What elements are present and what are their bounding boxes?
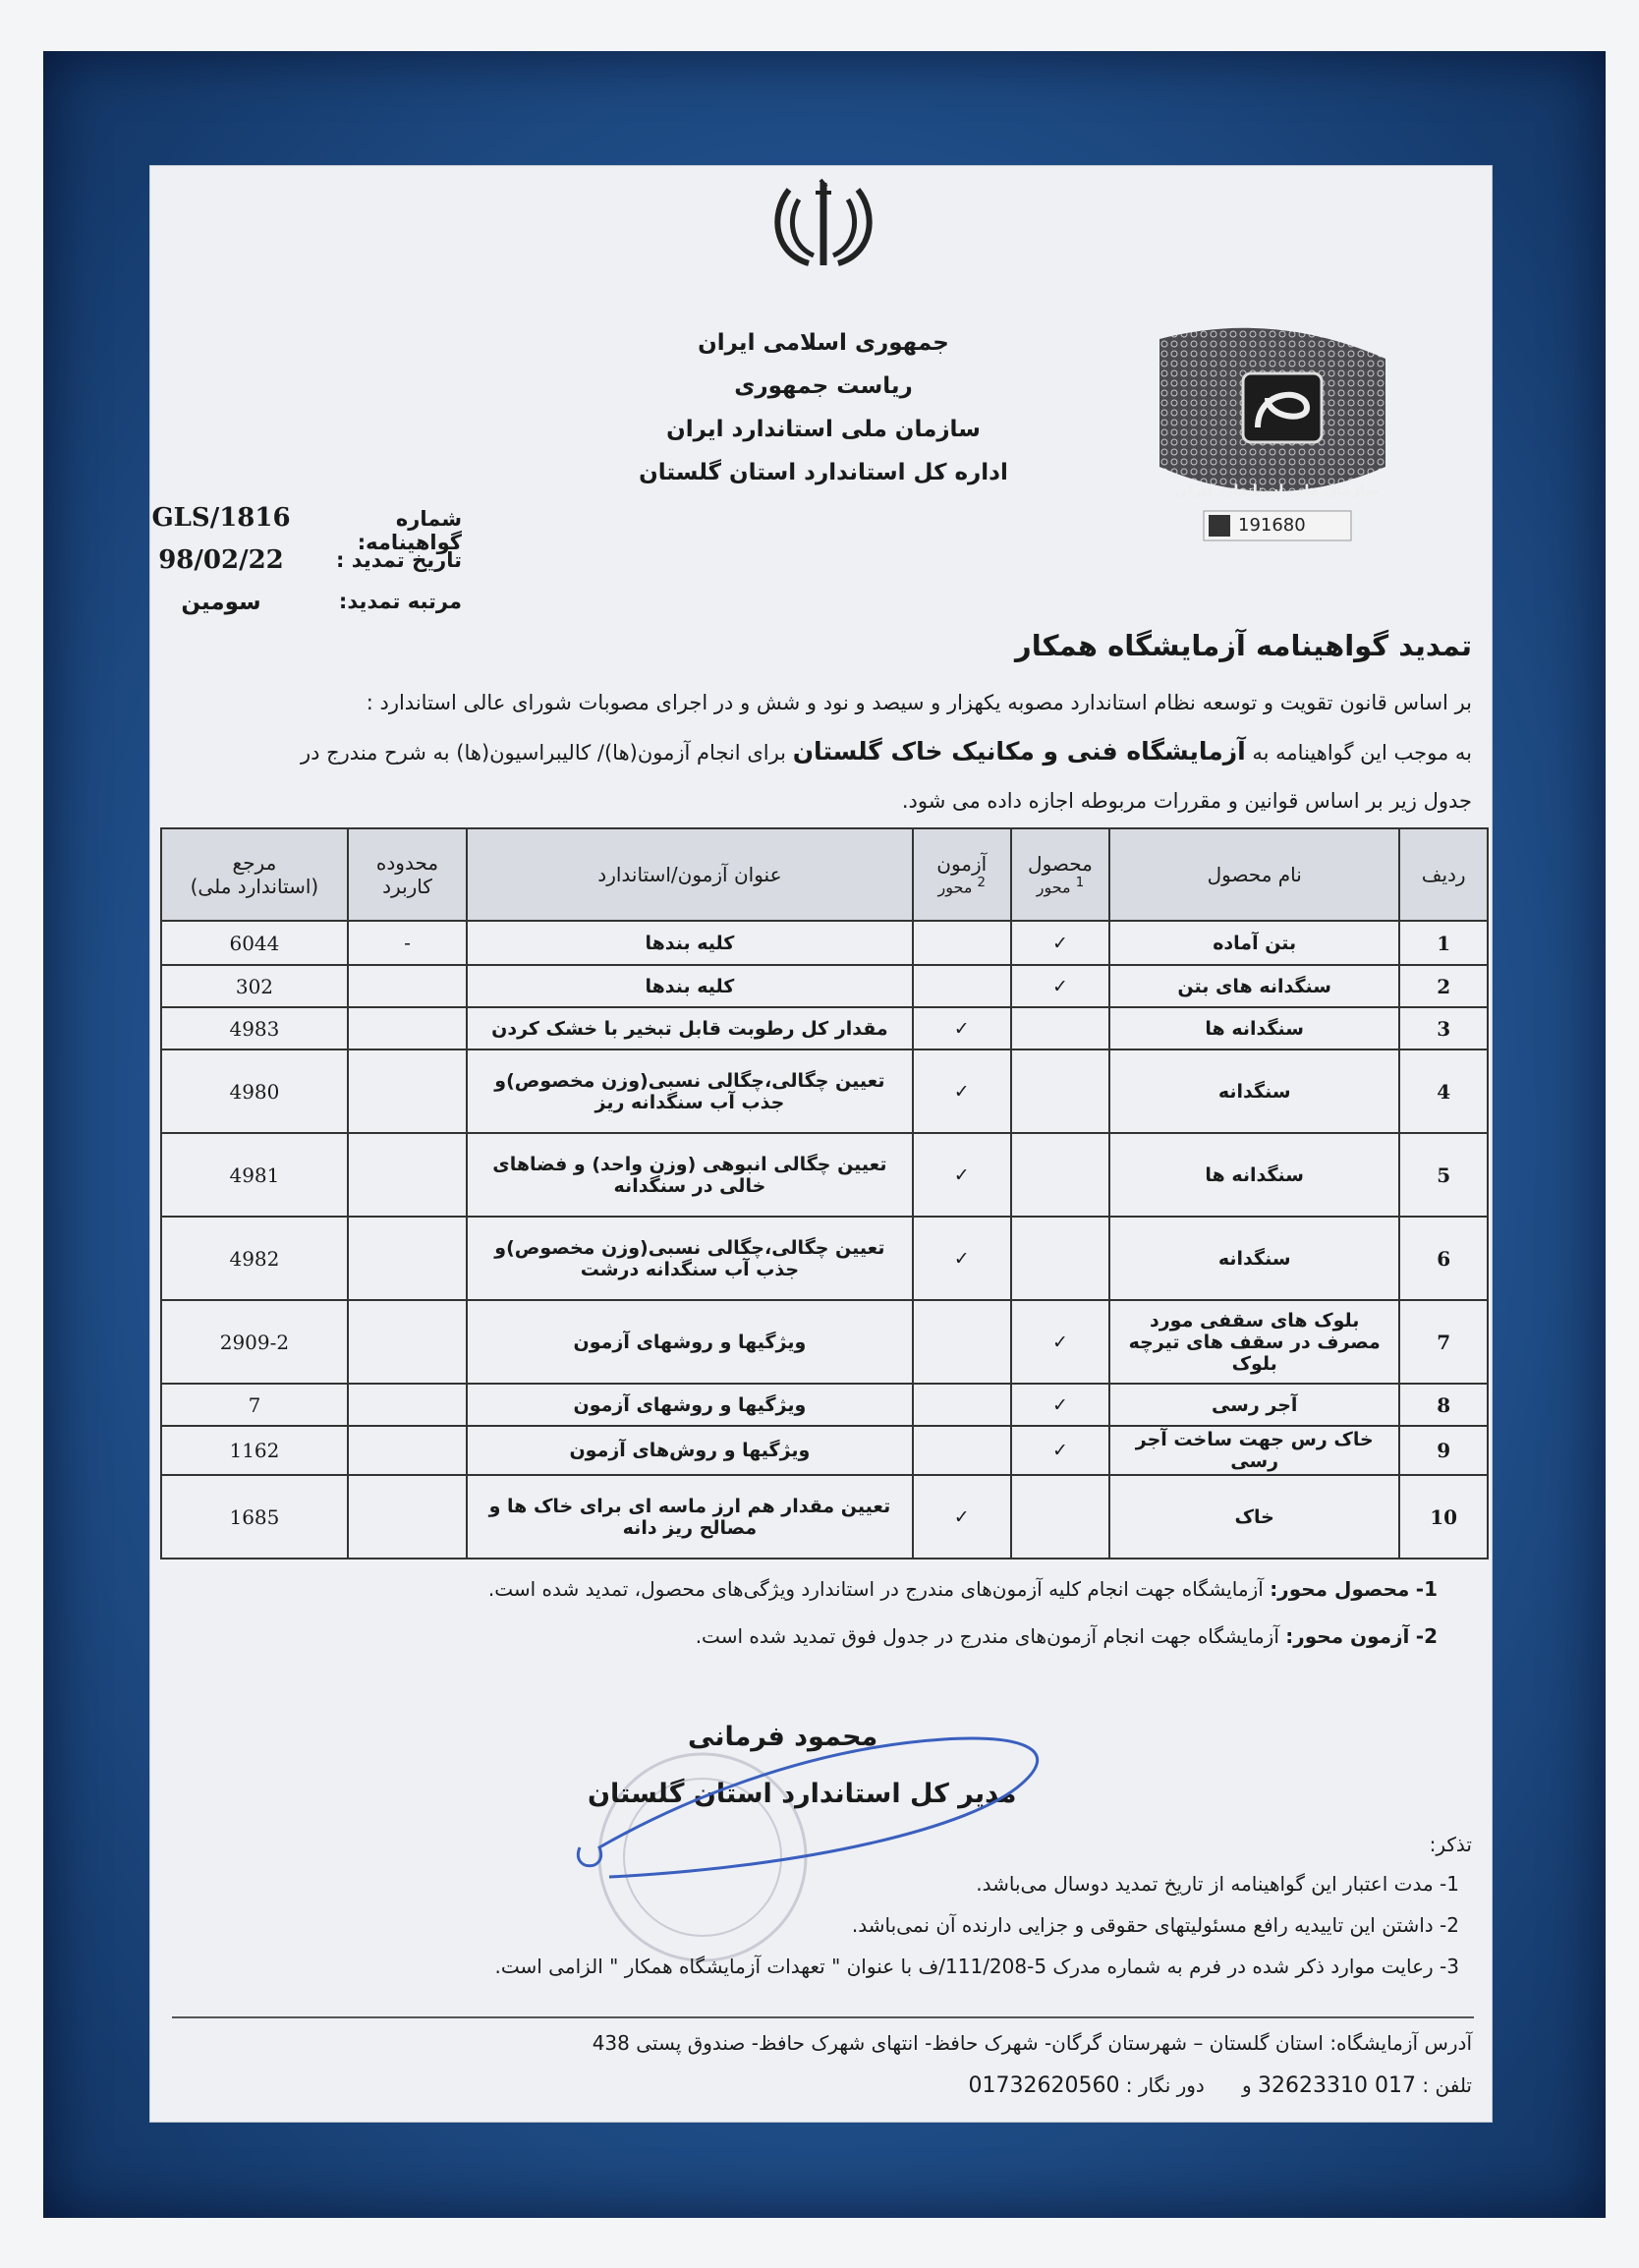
footnote-2 bbox=[696, 1624, 1438, 1648]
reference: 6044 bbox=[161, 921, 348, 965]
seal-caption: سازمان ملی استاندارد ایران bbox=[1174, 482, 1381, 499]
seal-number: 191680 bbox=[1238, 515, 1306, 536]
header-test-axis-line1: آزمون bbox=[936, 852, 988, 877]
test-axis-check: ✓ bbox=[913, 1217, 1011, 1300]
reference: 7 bbox=[161, 1384, 348, 1426]
header-reference-line2: (استاندارد ملی) bbox=[190, 875, 319, 898]
product-name: سنگدانه bbox=[1109, 1049, 1399, 1133]
header-line-3: سازمان ملی استاندارد ایران bbox=[666, 417, 981, 442]
scope bbox=[348, 965, 467, 1007]
header-line-2: ریاست جمهوری bbox=[734, 373, 913, 399]
reminder-item-2: 2- داشتن این تاییدیه رافع مسئولیتهای حقوقی و جزایی دارنده آن نمی‌باشد. bbox=[851, 1913, 1459, 1937]
reference: 4980 bbox=[161, 1049, 348, 1133]
test-axis-check bbox=[913, 965, 1011, 1007]
phone-number: 017 32623310 bbox=[1258, 2073, 1417, 2098]
header-product-axis-line1: محصول bbox=[1028, 852, 1093, 877]
reference: 1685 bbox=[161, 1475, 348, 1559]
test-scope-table bbox=[160, 827, 1489, 1559]
reference: 4983 bbox=[161, 1007, 348, 1049]
table-row bbox=[161, 1426, 1488, 1475]
fax-number: 01732620560 bbox=[968, 2073, 1120, 2098]
table-header-row bbox=[161, 828, 1488, 921]
product-axis-check: ✓ bbox=[1011, 1300, 1109, 1384]
footnote-1 bbox=[488, 1577, 1438, 1601]
test-axis-check bbox=[913, 1300, 1011, 1384]
table-row bbox=[161, 1007, 1488, 1049]
handwritten-signature bbox=[550, 1690, 1061, 1887]
product-axis-check bbox=[1011, 1007, 1109, 1049]
cert-number-value: GLS/1816 bbox=[151, 503, 291, 533]
header-test-title: عنوان آزمون/استاندارد bbox=[467, 828, 913, 921]
product-name: سنگدانه bbox=[1109, 1217, 1399, 1300]
table-row bbox=[161, 1300, 1488, 1384]
product-axis-check bbox=[1011, 1049, 1109, 1133]
header-scope-line1: محدوده bbox=[375, 851, 439, 875]
reference: 4982 bbox=[161, 1217, 348, 1300]
table-row bbox=[161, 921, 1488, 965]
scope bbox=[348, 1133, 467, 1217]
signatory-title: مدیر کل استاندارد استان گلستان bbox=[588, 1779, 1017, 1809]
scope bbox=[348, 1300, 467, 1384]
product-name: خاک bbox=[1109, 1475, 1399, 1559]
row-number: 5 bbox=[1399, 1133, 1488, 1217]
row-number: 9 bbox=[1399, 1426, 1488, 1475]
product-name: سنگدانه های بتن bbox=[1109, 965, 1399, 1007]
footer-divider bbox=[172, 2016, 1474, 2018]
product-axis-check: ✓ bbox=[1011, 921, 1109, 965]
test-axis-check bbox=[913, 1384, 1011, 1426]
document-title: تمدید گواهینامه آزمایشگاه همکار bbox=[1015, 629, 1472, 662]
product-name: آجر رسی bbox=[1109, 1384, 1399, 1426]
intro-line-2 bbox=[165, 737, 1472, 767]
test-title: ویژگیها و روشهای آزمون bbox=[467, 1384, 913, 1426]
reminder-label: تذکر: bbox=[1429, 1833, 1472, 1856]
scope bbox=[348, 1475, 467, 1559]
intro-line-3: جدول زیر بر اساس قوانین و مقررات مربوطه اجازه داده می شود. bbox=[901, 789, 1472, 813]
lab-name: آزمایشگاه فنی و مکانیک خاک گلستان bbox=[792, 737, 1246, 765]
product-axis-check: ✓ bbox=[1011, 1384, 1109, 1426]
reference: 302 bbox=[161, 965, 348, 1007]
scope bbox=[348, 1217, 467, 1300]
footnote-1-text: آزمایشگاه جهت انجام کلیه آزمون‌های مندرج در استاندارد ویژگی‌های محصول، تمدید شده است. bbox=[487, 1577, 1264, 1601]
reference: 4981 bbox=[161, 1133, 348, 1217]
standard-hologram-seal bbox=[1150, 319, 1395, 545]
test-title: کلیه بندها bbox=[467, 921, 913, 965]
test-title: مقدار کل رطوبت قابل تبخیر با خشک کردن bbox=[467, 1007, 913, 1049]
renewal-date-value: 98/02/22 bbox=[158, 545, 284, 575]
product-axis-check bbox=[1011, 1217, 1109, 1300]
header-scope bbox=[348, 828, 467, 921]
header-product-axis-line2: محور bbox=[1036, 878, 1071, 897]
standard-logo-icon bbox=[1150, 319, 1395, 545]
test-axis-check bbox=[913, 921, 1011, 965]
product-name: بتن آماده bbox=[1109, 921, 1399, 965]
intro-line-2-start: به موجب این گواهینامه به bbox=[1252, 741, 1472, 765]
row-number: 8 bbox=[1399, 1384, 1488, 1426]
product-name: سنگدانه ها bbox=[1109, 1007, 1399, 1049]
row-number: 4 bbox=[1399, 1049, 1488, 1133]
cert-number-label: شماره گواهینامه: bbox=[357, 507, 462, 554]
row-number: 10 bbox=[1399, 1475, 1488, 1559]
lab-address: آدرس آزمایشگاه: استان گلستان – شهرستان گرگان- شهرک حافظ- انتهای شهرک حافظ- صندوق پستی 438 bbox=[592, 2031, 1472, 2055]
test-title: تعیین چگالی انبوهی (وزن واحد) و فضاهای خالی در سنگدانه bbox=[467, 1133, 913, 1217]
product-axis-check bbox=[1011, 1475, 1109, 1559]
header-test-axis bbox=[913, 828, 1011, 921]
table-row bbox=[161, 965, 1488, 1007]
table-row bbox=[161, 1049, 1488, 1133]
test-axis-check: ✓ bbox=[913, 1049, 1011, 1133]
product-axis-check: ✓ bbox=[1011, 1426, 1109, 1475]
table-row bbox=[161, 1217, 1488, 1300]
scope bbox=[348, 1384, 467, 1426]
test-title: کلیه بندها bbox=[467, 965, 913, 1007]
product-name: بلوک های سقفی مورد مصرف در سقف های تیرچه بلوک bbox=[1109, 1300, 1399, 1384]
header-row-number: ردیف bbox=[1399, 828, 1488, 921]
table-row bbox=[161, 1384, 1488, 1426]
table-row bbox=[161, 1475, 1488, 1559]
test-title: تعیین چگالی،چگالی نسبی(وزن مخصوص)و جذب آب سنگدانه ریز bbox=[467, 1049, 913, 1133]
scope bbox=[348, 1426, 467, 1475]
test-axis-check: ✓ bbox=[913, 1475, 1011, 1559]
phone-label: تلفن : bbox=[1422, 2073, 1472, 2097]
reference: 2909-2 bbox=[161, 1300, 348, 1384]
product-axis-check bbox=[1011, 1133, 1109, 1217]
test-title: تعیین مقدار هم ارز ماسه ای برای خاک ها و مصالح ریز دانه bbox=[467, 1475, 913, 1559]
footnote-2-number: 2- bbox=[1415, 1624, 1438, 1648]
test-axis-check: ✓ bbox=[913, 1133, 1011, 1217]
header-reference-line1: مرجع bbox=[232, 851, 277, 875]
scope bbox=[348, 1049, 467, 1133]
signatory-name: محمود فرمانی bbox=[688, 1722, 878, 1752]
renewal-date-label: تاریخ تمدید : bbox=[335, 548, 462, 572]
test-axis-check bbox=[913, 1426, 1011, 1475]
header-reference bbox=[161, 828, 348, 921]
product-name: سنگدانه ها bbox=[1109, 1133, 1399, 1217]
intro-line-2-end: برای انجام آزمون(ها)/ کالیبراسیون(ها) به شرح مندرج در bbox=[300, 741, 787, 765]
header-line-4: اداره کل استاندارد استان گلستان bbox=[639, 460, 1008, 485]
phone-and: و bbox=[1242, 2073, 1252, 2097]
row-number: 1 bbox=[1399, 921, 1488, 965]
header-product-name: نام محصول bbox=[1109, 828, 1399, 921]
renewal-rank-value: سومین bbox=[181, 590, 261, 615]
scope bbox=[348, 1007, 467, 1049]
row-number: 7 bbox=[1399, 1300, 1488, 1384]
iran-emblem-icon bbox=[769, 175, 877, 273]
row-number: 2 bbox=[1399, 965, 1488, 1007]
table-row bbox=[161, 1133, 1488, 1217]
header-product-axis bbox=[1011, 828, 1109, 921]
fax-label: دور نگار : bbox=[1125, 2073, 1205, 2097]
contact-line bbox=[968, 2073, 1472, 2098]
product-name: خاک رس جهت ساخت آجر رسی bbox=[1109, 1426, 1399, 1475]
header-product-axis-sup: 1 bbox=[1075, 876, 1085, 891]
row-number: 6 bbox=[1399, 1217, 1488, 1300]
reference: 1162 bbox=[161, 1426, 348, 1475]
header-test-axis-line2: محور bbox=[937, 878, 973, 897]
test-title: تعیین چگالی،چگالی نسبی(وزن مخصوص)و جذب آب سنگدانه درشت bbox=[467, 1217, 913, 1300]
scope: - bbox=[348, 921, 467, 965]
footnote-1-number: 1- bbox=[1415, 1577, 1438, 1601]
footnote-2-text: آزمایشگاه جهت انجام آزمون‌های مندرج در جدول فوق تمدید شده است. bbox=[695, 1624, 1279, 1648]
test-title: ویژگیها و روش‌های آزمون bbox=[467, 1426, 913, 1475]
test-axis-check: ✓ bbox=[913, 1007, 1011, 1049]
intro-line-1: بر اساس قانون تقویت و توسعه نظام استاندارد مصوبه یکهزار و سیصد و نود و شش و در اجرای مصوبات شورای عالی استاندارد : bbox=[366, 691, 1472, 714]
reminder-item-1: 1- مدت اعتبار این گواهینامه از تاریخ تمدید دوسال می‌باشد. bbox=[976, 1872, 1459, 1896]
header-test-axis-sup: 2 bbox=[977, 876, 986, 891]
footnote-1-term: محصول محور: bbox=[1270, 1577, 1410, 1601]
row-number: 3 bbox=[1399, 1007, 1488, 1049]
footnote-2-term: آزمون محور: bbox=[1285, 1624, 1410, 1648]
test-title: ویژگیها و روشهای آزمون bbox=[467, 1300, 913, 1384]
header-scope-line2: کاربرد bbox=[382, 875, 432, 898]
header-line-1: جمهوری اسلامی ایران bbox=[698, 330, 949, 356]
renewal-rank-label: مرتبه تمدید: bbox=[338, 590, 462, 613]
reminder-item-3: 3- رعایت موارد ذکر شده در فرم به شماره مدرک 5-111/208/ف با عنوان " تعهدات آزمایشگاه همکار " الزامی است. bbox=[494, 1955, 1459, 1978]
product-axis-check: ✓ bbox=[1011, 965, 1109, 1007]
